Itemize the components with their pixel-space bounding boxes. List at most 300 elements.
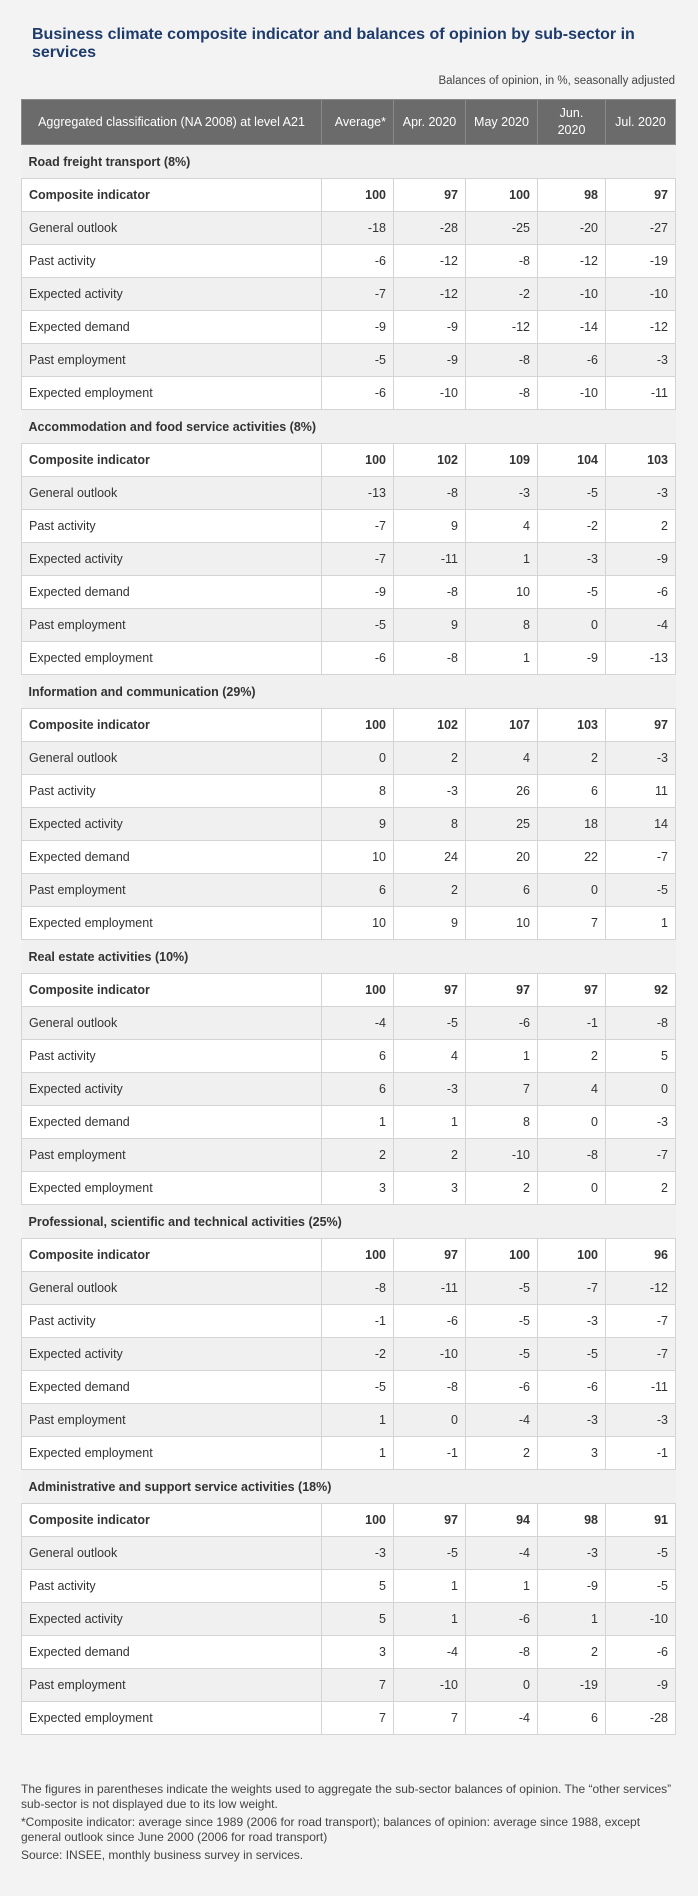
table-cell: -3 [606,344,676,377]
table-cell: 4 [394,1040,466,1073]
table-cell: -8 [394,477,466,510]
table-cell: -3 [606,1106,676,1139]
table-cell: -19 [606,245,676,278]
composite-indicator-row [22,974,676,1007]
row-label: Past activity [22,775,322,808]
row-label: Expected activity [22,1338,322,1371]
table-cell: 1 [394,1570,466,1603]
table-cell: 2 [322,1139,394,1172]
table-cell: -3 [606,1404,676,1437]
row-label: Composite indicator [22,179,322,212]
table-cell: 9 [394,907,466,940]
table-cell: 8 [322,775,394,808]
table-row [22,1636,676,1669]
table-row [22,311,676,344]
table-cell: -7 [606,1305,676,1338]
table-cell: 1 [394,1106,466,1139]
table-cell: 1 [466,1040,538,1073]
table-cell: 98 [538,179,606,212]
table-cell: -6 [322,245,394,278]
table-cell: -5 [606,1537,676,1570]
row-label: Past activity [22,1570,322,1603]
table-cell: -28 [394,212,466,245]
table-cell: -11 [606,377,676,410]
table-cell: -9 [538,642,606,675]
table-cell: 1 [322,1404,394,1437]
table-cell: -8 [394,576,466,609]
table-cell: 109 [466,444,538,477]
row-label: Past employment [22,874,322,907]
table-cell: -1 [322,1305,394,1338]
table-cell: 2 [538,1636,606,1669]
table-cell: 100 [322,179,394,212]
table-cell: 1 [606,907,676,940]
table-cell: 18 [538,808,606,841]
table-row [22,377,676,410]
table-cell: -12 [538,245,606,278]
row-label: Past employment [22,1139,322,1172]
table-cell: -20 [538,212,606,245]
table-cell: -3 [606,477,676,510]
table-cell: -5 [394,1007,466,1040]
table-cell: 103 [538,709,606,742]
table-row [22,1702,676,1735]
table-cell: -18 [322,212,394,245]
table-row [22,245,676,278]
table-row [22,609,676,642]
table-cell: 4 [466,742,538,775]
section-title: Road freight transport (8%) [22,145,676,179]
table-cell: 100 [322,1239,394,1272]
table-cell: 0 [394,1404,466,1437]
table-cell: 2 [538,1040,606,1073]
header-classification: Aggregated classification (NA 2008) at level A21 [22,100,322,145]
table-cell: 100 [466,1239,538,1272]
table-cell: 1 [538,1603,606,1636]
table-cell: 96 [606,1239,676,1272]
row-label: Expected activity [22,1073,322,1106]
table-cell: -6 [538,344,606,377]
table-cell: 7 [538,907,606,940]
table-cell: 8 [466,1106,538,1139]
footnote-average: *Composite indicator: average since 1989 (2006 for road transport); balances of opinion: average since 1988, except general outlook since June 2000 (2006 for road transport) [21,1815,641,1844]
table-cell: 0 [538,609,606,642]
table-cell: 100 [322,709,394,742]
table-cell: -5 [322,344,394,377]
table-cell: -7 [322,510,394,543]
table-cell: -6 [606,1636,676,1669]
table-row [22,1139,676,1172]
table-cell: 10 [322,907,394,940]
row-label: Expected demand [22,311,322,344]
table-cell: 10 [466,907,538,940]
table-cell: 2 [538,742,606,775]
table-cell: 2 [394,1139,466,1172]
table-cell: 107 [466,709,538,742]
table-cell: 100 [322,1504,394,1537]
row-label: Composite indicator [22,709,322,742]
table-row [22,907,676,940]
table-cell: -9 [606,543,676,576]
table-cell: 0 [538,874,606,907]
table-row [22,510,676,543]
table-cell: 97 [394,1504,466,1537]
row-label: Expected demand [22,1371,322,1404]
composite-indicator-row [22,444,676,477]
table-cell: 97 [538,974,606,1007]
table-cell: 100 [322,444,394,477]
section-title: Accommodation and food service activities (8%) [22,410,676,444]
table-cell: -7 [606,1338,676,1371]
table-cell: -2 [322,1338,394,1371]
row-label: Expected activity [22,1603,322,1636]
table-cell: -8 [466,1636,538,1669]
table-cell: 103 [606,444,676,477]
table-row [22,1106,676,1139]
table-cell: -5 [322,609,394,642]
table-cell: -3 [538,1305,606,1338]
section-header-row [22,410,676,444]
table-cell: -6 [606,576,676,609]
footnotes [21,1782,676,1866]
header-apr-2020: Apr. 2020 [394,100,466,145]
row-label: Past employment [22,1404,322,1437]
table-cell: 25 [466,808,538,841]
row-label: Composite indicator [22,444,322,477]
table-cell: -6 [322,377,394,410]
section-title: Information and communication (29%) [22,675,676,709]
header-average: Average* [322,100,394,145]
table-cell: -28 [606,1702,676,1735]
table-cell: 7 [322,1702,394,1735]
section-title: Professional, scientific and technical activities (25%) [22,1205,676,1239]
table-cell: -1 [606,1437,676,1470]
table-cell: -10 [538,377,606,410]
table-cell: -8 [394,642,466,675]
table-cell: 1 [466,642,538,675]
table-row [22,1437,676,1470]
table-cell: -8 [466,344,538,377]
table-cell: 92 [606,974,676,1007]
table-cell: -6 [322,642,394,675]
table-cell: 10 [466,576,538,609]
table-cell: 1 [466,1570,538,1603]
table-cell: 2 [394,874,466,907]
table-row [22,1172,676,1205]
table-cell: -10 [606,1603,676,1636]
table-row [22,874,676,907]
table-cell: -6 [394,1305,466,1338]
table-cell: -3 [394,775,466,808]
table-cell: -7 [322,278,394,311]
table-cell: 7 [322,1669,394,1702]
table-row [22,1040,676,1073]
table-cell: -10 [538,278,606,311]
table-row [22,841,676,874]
table-row [22,1272,676,1305]
table-cell: 97 [606,179,676,212]
header-may-2020: May 2020 [466,100,538,145]
table-row [22,775,676,808]
section-title: Administrative and support service activities (18%) [22,1470,676,1504]
table-cell: -11 [394,543,466,576]
row-label: General outlook [22,742,322,775]
table-cell: -7 [606,1139,676,1172]
table-cell: -3 [394,1073,466,1106]
table-cell: 97 [394,974,466,1007]
table-cell: 3 [538,1437,606,1470]
row-label: General outlook [22,1007,322,1040]
table-cell: -8 [538,1139,606,1172]
table-cell: -5 [394,1537,466,1570]
table-cell: -3 [538,1404,606,1437]
row-label: Composite indicator [22,1504,322,1537]
table-cell: 91 [606,1504,676,1537]
table-cell: 0 [322,742,394,775]
table-cell: -13 [322,477,394,510]
table-cell: -12 [394,278,466,311]
table-cell: -4 [394,1636,466,1669]
table-cell: -5 [538,477,606,510]
table-cell: 104 [538,444,606,477]
table-cell: -8 [394,1371,466,1404]
table-cell: 9 [322,808,394,841]
table-cell: -10 [466,1139,538,1172]
table-cell: -5 [606,874,676,907]
table-cell: -5 [466,1272,538,1305]
table-cell: 5 [606,1040,676,1073]
table-cell: -4 [322,1007,394,1040]
row-label: Expected employment [22,907,322,940]
table-cell: 5 [322,1603,394,1636]
table-row [22,212,676,245]
table-cell: 14 [606,808,676,841]
table-cell: -5 [538,576,606,609]
table-cell: 100 [322,974,394,1007]
row-label: Composite indicator [22,974,322,1007]
section-header-row [22,675,676,709]
section-header-row [22,940,676,974]
composite-indicator-row [22,1504,676,1537]
row-label: Past employment [22,609,322,642]
table-cell: 2 [606,510,676,543]
table-cell: 2 [466,1437,538,1470]
table-cell: 102 [394,444,466,477]
table-row [22,1669,676,1702]
table-cell: 5 [322,1570,394,1603]
header-row [22,100,676,145]
table-row [22,1338,676,1371]
table-row [22,576,676,609]
table-cell: -5 [466,1338,538,1371]
table-cell: -8 [322,1272,394,1305]
table-cell: 6 [322,1040,394,1073]
table-cell: 2 [606,1172,676,1205]
row-label: Past activity [22,1040,322,1073]
table-cell: 1 [466,543,538,576]
table-cell: -14 [538,311,606,344]
table-row [22,1305,676,1338]
table-cell: 97 [606,709,676,742]
data-table [21,99,676,1735]
table-cell: -9 [606,1669,676,1702]
table-cell: -3 [606,742,676,775]
composite-indicator-row [22,1239,676,1272]
row-label: Expected employment [22,377,322,410]
table-row [22,642,676,675]
table-cell: -6 [466,1603,538,1636]
table-cell: 102 [394,709,466,742]
table-cell: 97 [466,974,538,1007]
table-row [22,1007,676,1040]
row-label: Expected demand [22,841,322,874]
table-cell: -12 [394,245,466,278]
table-cell: 98 [538,1504,606,1537]
row-label: Expected employment [22,1702,322,1735]
table-cell: 2 [394,742,466,775]
table-cell: -11 [394,1272,466,1305]
table-cell: 2 [466,1172,538,1205]
row-label: General outlook [22,1272,322,1305]
row-label: Past activity [22,510,322,543]
table-row [22,808,676,841]
table-cell: 0 [466,1669,538,1702]
row-label: Composite indicator [22,1239,322,1272]
table-cell: -9 [322,311,394,344]
table-cell: 1 [394,1603,466,1636]
table-body [22,145,676,1735]
section-header-row [22,1205,676,1239]
row-label: Expected employment [22,642,322,675]
row-label: Expected demand [22,1636,322,1669]
table-cell: 0 [606,1073,676,1106]
table-cell: -3 [466,477,538,510]
table-cell: -7 [322,543,394,576]
row-label: Past employment [22,344,322,377]
table-cell: 8 [394,808,466,841]
footnote-source: Source: INSEE, monthly business survey in services. [21,1848,304,1862]
table-cell: -12 [466,311,538,344]
table-cell: -4 [466,1702,538,1735]
footnote-weights: The figures in parentheses indicate the weights used to aggregate the sub-sector balances of opinion. The “other services” sub-sector is not displayed due to its low weight. [21,1782,672,1811]
table-cell: -19 [538,1669,606,1702]
table-cell: -3 [322,1537,394,1570]
table-cell: -25 [466,212,538,245]
table-row [22,742,676,775]
table-cell: -13 [606,642,676,675]
table-cell: -8 [466,377,538,410]
table-cell: -9 [322,576,394,609]
table-cell: -5 [466,1305,538,1338]
table-cell: -10 [394,1338,466,1371]
row-label: Expected employment [22,1437,322,1470]
table-cell: -4 [466,1537,538,1570]
table-cell: -10 [606,278,676,311]
row-label: General outlook [22,477,322,510]
table-cell: -1 [538,1007,606,1040]
table-cell: -7 [538,1272,606,1305]
table-cell: -2 [466,278,538,311]
table-cell: -9 [394,344,466,377]
table-cell: -6 [466,1371,538,1404]
table-cell: 8 [466,609,538,642]
table-cell: 26 [466,775,538,808]
table-cell: 94 [466,1504,538,1537]
table-row [22,1537,676,1570]
table-cell: -6 [466,1007,538,1040]
table-cell: -7 [606,841,676,874]
table-cell: 6 [466,874,538,907]
table-row [22,278,676,311]
units-note: Balances of opinion, in %, seasonally adjusted [438,75,675,87]
table-row [22,1371,676,1404]
table-cell: 24 [394,841,466,874]
table-row [22,543,676,576]
table-cell: 4 [466,510,538,543]
section-header-row [22,145,676,179]
table-cell: 20 [466,841,538,874]
table-cell: -2 [538,510,606,543]
table-cell: -6 [538,1371,606,1404]
row-label: Past employment [22,1669,322,1702]
table-cell: 6 [322,874,394,907]
table-cell: -10 [394,1669,466,1702]
table-cell: -27 [606,212,676,245]
table-row [22,1603,676,1636]
table-cell: -3 [538,1537,606,1570]
table-row [22,1073,676,1106]
table-cell: 10 [322,841,394,874]
table-cell: 97 [394,179,466,212]
table-cell: 1 [322,1437,394,1470]
table-cell: 6 [538,775,606,808]
table-cell: -12 [606,1272,676,1305]
row-label: Expected activity [22,543,322,576]
table-cell: -3 [538,543,606,576]
table-cell: 7 [394,1702,466,1735]
table-cell: -1 [394,1437,466,1470]
table-row [22,1404,676,1437]
table-cell: 6 [322,1073,394,1106]
table-cell: 3 [322,1172,394,1205]
row-label: Expected demand [22,576,322,609]
row-label: Expected employment [22,1172,322,1205]
table-cell: -4 [466,1404,538,1437]
row-label: Past activity [22,245,322,278]
row-label: Expected activity [22,808,322,841]
table-cell: -9 [394,311,466,344]
table-cell: 3 [322,1636,394,1669]
table-cell: -5 [322,1371,394,1404]
table-row [22,344,676,377]
table-cell: 0 [538,1106,606,1139]
row-label: General outlook [22,1537,322,1570]
table-cell: 100 [538,1239,606,1272]
table-cell: 11 [606,775,676,808]
header-jul-2020: Jul. 2020 [606,100,676,145]
header-jun-2020: Jun. 2020 [538,100,606,145]
row-label: Past activity [22,1305,322,1338]
table-title: Business climate composite indicator and balances of opinion by sub-sector in services [32,26,635,61]
row-label: Expected demand [22,1106,322,1139]
table-cell: 9 [394,609,466,642]
table-row [22,477,676,510]
table-cell: 0 [538,1172,606,1205]
table-cell: 4 [538,1073,606,1106]
table-cell: -8 [466,245,538,278]
composite-indicator-row [22,179,676,212]
table-cell: 22 [538,841,606,874]
